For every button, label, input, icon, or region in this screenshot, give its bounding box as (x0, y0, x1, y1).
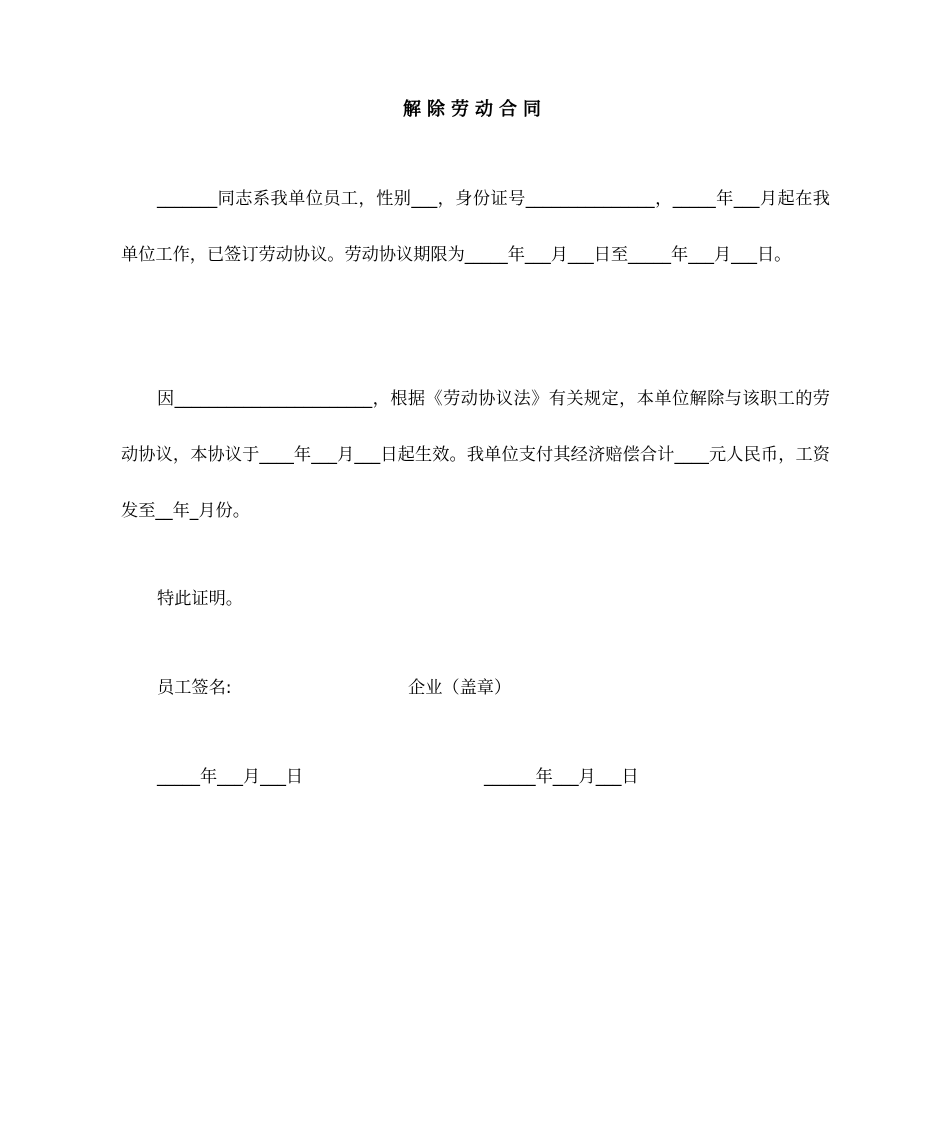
paragraph-termination-details: 因_______________________，根据《劳动协议法》有关规定，本单位解除与该职工的劳动协议，本协议于____年___月___日起生效。我单位支付其经济赔偿合计____元人民币，工资发至__年_月份。 (121, 389, 830, 521)
paragraph-employment-info: _______同志系我单位员工，性别___，身份证号_______________，_____年___月起在我单位工作，已签订劳动协议。劳动协议期限为_____年___月___日至_____年___月___日。 (121, 189, 830, 265)
paragraph-certification: 特此证明。 (157, 589, 243, 609)
company-date-line: ______年___月___日 (484, 767, 639, 787)
employee-signature-label: 员工签名: (157, 678, 232, 698)
company-seal-label: 企业（盖章） (408, 678, 512, 698)
document-title: 解除劳动合同 (403, 99, 547, 120)
employee-date-line: _____年___月___日 (157, 767, 304, 787)
